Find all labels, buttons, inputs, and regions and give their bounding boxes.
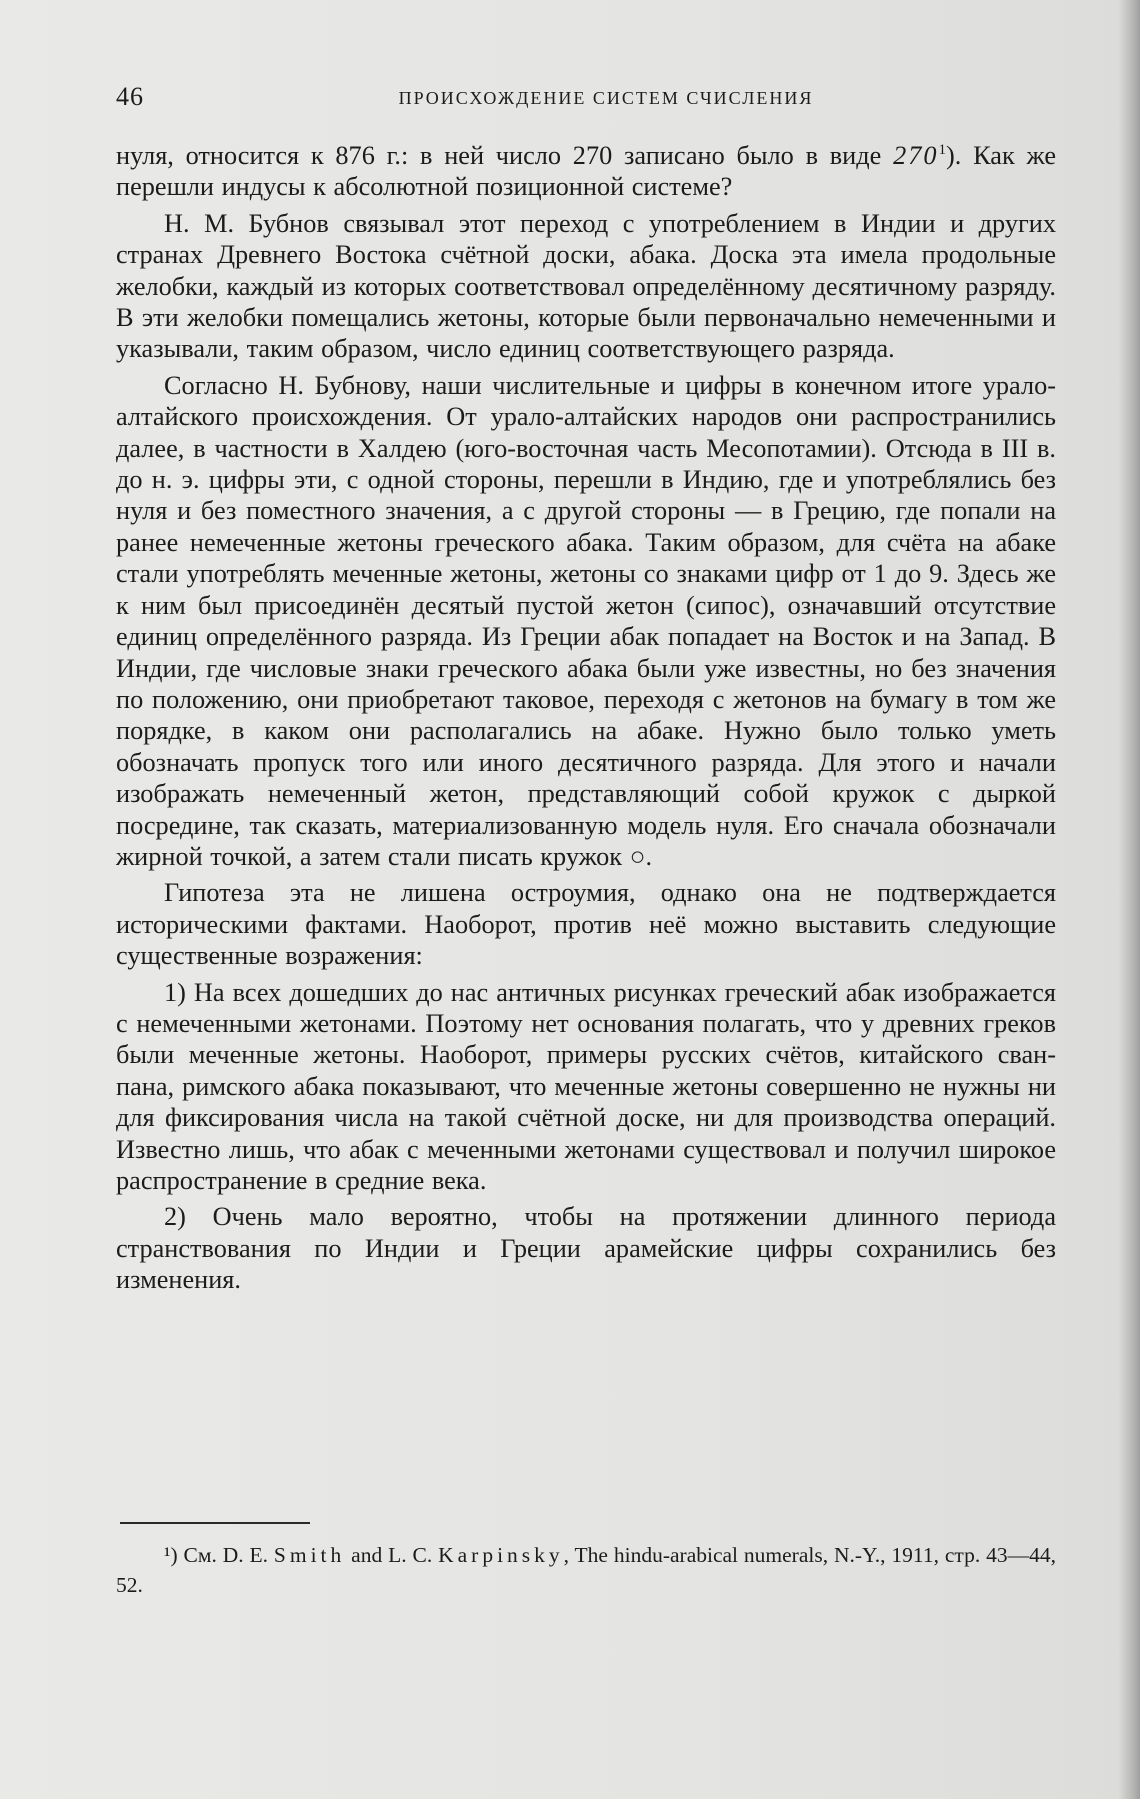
footnote-ref: 1 <box>938 142 947 159</box>
page-header <box>116 82 1056 122</box>
footnote-author-smith: Smith <box>273 1543 346 1567</box>
footnote-text: ¹) См. D. E. Smith and L. C. Karpinsky, The hindu-arabical numerals, N.-Y., 1911, стр. 43—44, 52. <box>116 1543 1056 1597</box>
paragraph-6: 2) Очень мало вероятно, чтобы на протяжении длинного периода странствования по Индии и Греции арамейские цифры сохранились без изменения. <box>116 1202 1056 1295</box>
footnote-author-karpinsky: Karpinsky <box>438 1543 564 1567</box>
paragraph-2: Н. М. Бубнов связывал этот переход с употреблением в Индии и других странах Древнего Востока счётной доски, абака. Доска эта имела продольные желобки, каждый из которых соответствовал определённому десятичному разряду. В эти желобки помещались жетоны, которые были первоначально немеченными и указывали, таким образом, число единиц соответствующего разряда. <box>116 208 1056 364</box>
paragraph-1: нуля, относится к 876 г.: в ней число 270 записано было в виде $270^1$). Как же перешли индусы к абсолютной позиционной системе? <box>116 141 1056 202</box>
page-edge-shadow <box>1118 0 1140 1799</box>
footnote <box>116 1540 1056 1600</box>
numeral-270-glyph: 270 <box>893 141 939 170</box>
paragraph-4: Гипотеза эта не лишена остроумия, однако она не подтверждается историческими фактами. Наоборот, против неё можно выставить следующие существенные возражения: <box>116 878 1056 971</box>
footnote-divider <box>120 1522 310 1524</box>
page-number: 46 <box>116 82 144 111</box>
running-title: ПРОИСХОЖДЕНИЕ СИСТЕМ СЧИСЛЕНИЯ <box>398 88 814 108</box>
body-text <box>116 140 1056 1296</box>
paragraph-3: Согласно Н. Бубнову, наши числительные и цифры в конечном итоге урало-алтайского происхождения. От урало-алтайских народов они распространились далее, в частности в Халдею (юго-восточная часть Месопотамии). Отсюда в III в. до н. э. цифры эти, с одной стороны, перешли в Индию, где и употреблялись без нуля и без поместного значения, а с другой стороны — в Грецию, где попали на ранее немеченные жетоны греческого абака. Таким образом, для счёта на абаке стали употреблять меченные жетоны, жетоны со знаками цифр от 1 до 9. Здесь же к ним был присоединён десятый пустой жетон (сипос), означавший отсутствие единиц определённого разряда. Из Греции абак попадает на Восток и на Запад. В Индии, где числовые знаки греческого абака были уже известны, но без значения по положению, они приобретают таковое, переходя с жетонов на бумагу в том же порядке, в каком они располагались на абаке. Нужно было только уметь обозначать пропуск того или иного десятичного разряда. Для этого и начали изображать немеченный жетон, представляющий собой кружок с дыркой посредине, так сказать, материализованную модель нуля. Его сначала обозначали жирной точкой, а затем стали писать кружок ○. <box>116 370 1056 871</box>
paragraph-5: 1) На всех дошедших до нас античных рисунках греческий абак изображается с немеченными жетонами. Поэтому нет основания полагать, что у древних греков были меченные жетоны. Наоборот, примеры русских счётов, китайского сван-пана, римского абака показывают, что меченные жетоны совершенно не нужны ни для фиксирования числа на такой счётной доске, ни для производства операций. Известно лишь, что абак с меченными жетонами существовал и получил широкое распространение в средние века. <box>116 977 1056 1195</box>
